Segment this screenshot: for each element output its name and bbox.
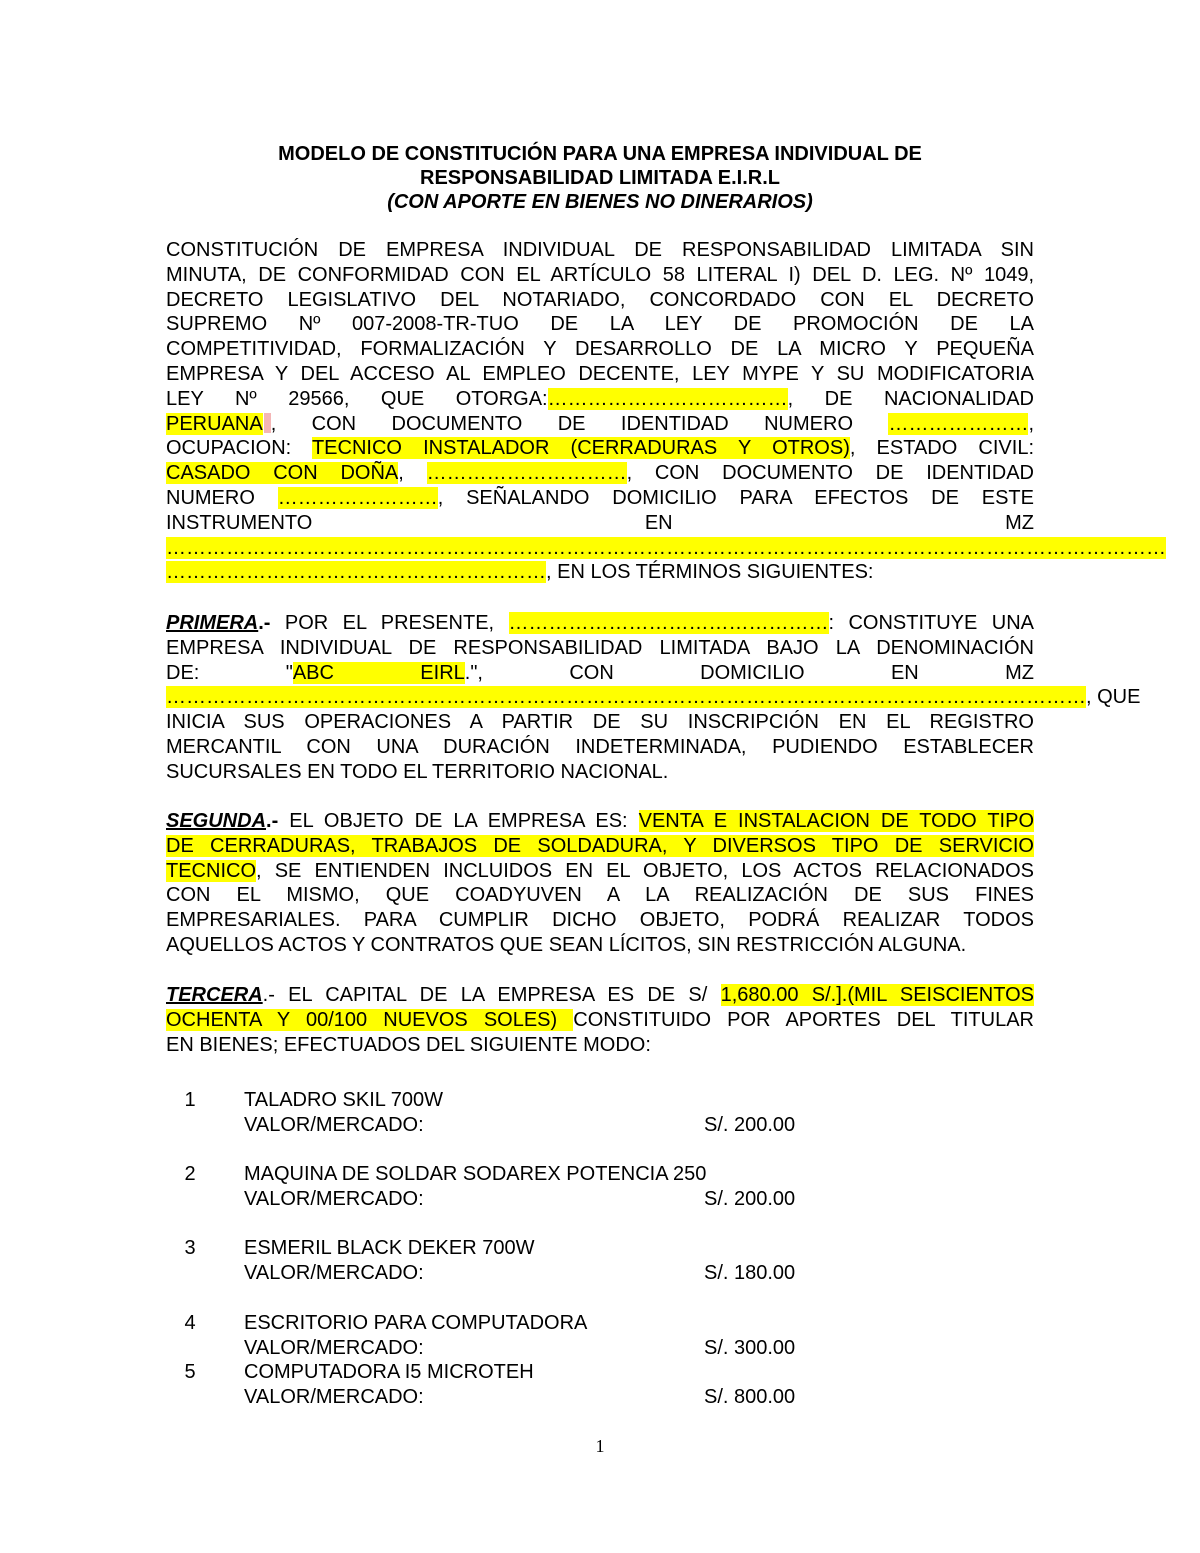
business-object-highlight: TECNICO [166,859,256,882]
text-segment: EL OBJETO DE LA EMPRESA ES: [278,810,639,832]
civil-status-highlight: CASADO CON DOÑA [166,462,399,485]
asset-item [166,1162,866,1212]
text-segment: NUMERO [166,486,278,509]
text-segment: , CON DOCUMENTO DE IDENTIDAD NUMERO [270,412,889,435]
asset-number: 3 [184,1237,196,1259]
text-segment: EL CAPITAL DE LA EMPRESA ES DE S/ [274,984,721,1006]
business-object-highlight: VENTA E INSTALACION DE TODO TIPO [638,810,1035,832]
asset-item [166,1360,866,1410]
text-segment: , [398,462,427,485]
blank-company-address: ………………………………………………………………………………………………………………………… [166,686,1086,709]
intro-line: SUPREMO Nº 007-2008-TR-TUO DE LA LEY DE PROMOCIÓN DE LA [166,313,1034,336]
text-segment: POR EL PRESENTE, [270,612,509,634]
intro-line [166,486,1034,511]
blank-owner-name: ………………………………………… [508,612,829,634]
blank-spouse-id: …………………… [277,486,438,509]
text-segment: , ESTADO CIVIL: [849,437,1035,460]
clause-line: CON EL MISMO, QUE COADYUVEN A LA REALIZACIÓN DE SUS FINES [166,884,1034,907]
intro-line: DECRETO LEGISLATIVO DEL NOTARIADO, CONCORDADO CON EL DECRETO [166,288,1034,311]
clause-line [166,685,1141,710]
text-segment: , SE ENTIENDEN INCLUIDOS EN EL OBJETO, LOS ACTOS RELACIONADOS [256,859,1034,882]
clause-line: EMPRESARIALES. PARA CUMPLIR DICHO OBJETO, PODRÁ REALIZAR TODOS [166,909,1034,932]
asset-value-label: VALOR/MERCADO: [244,1336,424,1359]
clause-line [166,1008,1034,1033]
clause-line: SUCURSALES EN TODO EL TERRITORIO NACIONAL. [166,760,669,783]
asset-value-label: VALOR/MERCADO: [244,1113,424,1136]
blank-grantor-name: ……………………………… [547,387,788,410]
clause-heading: PRIMERA [166,612,259,634]
title-line-1: MODELO DE CONSTITUCIÓN PARA UNA EMPRESA INDIVIDUAL DE [278,143,922,165]
document-title [166,142,1034,214]
clause-line [166,859,1034,884]
clause-line [166,611,1034,636]
text-segment: CONSTITUIDO POR APORTES DEL TITULAR [573,1008,1034,1031]
text-segment: .- [262,984,275,1006]
nationality-highlight: PERUANA [166,412,263,435]
asset-value: S/. 200.00 [704,1113,796,1136]
asset-number: 4 [184,1312,196,1334]
asset-name: MAQUINA DE SOLDAR SODAREX POTENCIA 250 [244,1163,707,1185]
occupation-highlight: TECNICO INSTALADOR (CERRADURAS Y OTROS) [311,437,850,460]
clause-line [166,661,1034,686]
text-segment: , QUE [1086,686,1141,709]
clause-line: INICIA SUS OPERACIONES A PARTIR DE SU INSCRIPCIÓN EN EL REGISTRO [166,711,1034,734]
asset-value-label: VALOR/MERCADO: [244,1261,424,1284]
intro-line [166,560,1034,585]
intro-line [166,387,1034,412]
text-segment: , SEÑALANDO DOMICILIO PARA EFECTOS DE ESTE [437,486,1034,509]
asset-value: S/. 200.00 [704,1187,796,1210]
clause-heading: TERCERA [166,984,263,1006]
text-segment: , DE NACIONALIDAD [787,387,1034,410]
text-segment: .", CON DOMICILIO EN MZ [464,661,1034,684]
company-name-highlight: ABC EIRL [292,661,465,684]
capital-amount-highlight: 1,680.00 S/.].(MIL SEISCIENTOS [720,984,1034,1006]
text-segment: DE: " [166,661,293,684]
text-segment: , CON DOCUMENTO DE IDENTIDAD [626,462,1034,485]
title-subtitle: (CON APORTE EN BIENES NO DINERARIOS) [387,191,813,213]
page-number: 1 [595,1436,605,1456]
asset-name: ESMERIL BLACK DEKER 700W [244,1237,535,1259]
clause-line [166,983,1034,1008]
intro-line [166,436,1034,461]
clause-primera [166,611,1141,785]
text-segment: .- [258,612,271,634]
text-segment: , [1028,412,1034,435]
intro-line: MINUTA, DE CONFORMIDAD CON EL ARTÍCULO 58 LITERAL I) DEL D. LEG. Nº 1049, [166,263,1034,286]
text-segment: OCUPACION: [166,437,312,460]
comment-marker [264,413,271,433]
intro-line: COMPETITIVIDAD, FORMALIZACIÓN Y DESARROLLO DE LA MICRO Y PEQUEÑA [166,338,1034,361]
clause-heading: SEGUNDA [166,810,267,832]
asset-value: S/. 180.00 [704,1261,796,1284]
text-segment: : CONSTITUYE UNA [828,612,1034,634]
clause-line: MERCANTIL CON UNA DURACIÓN INDETERMINADA, PUDIENDO ESTABLECER [166,735,1034,758]
clause-line: EMPRESA INDIVIDUAL DE RESPONSABILIDAD LIMITADA BAJO LA DENOMINACIÓN [166,636,1034,659]
asset-number: 2 [184,1163,196,1185]
capital-amount-highlight: OCHENTA Y 00/100 NUEVOS SOLES) [166,1008,574,1031]
blank-id-number: ………………… [888,412,1029,435]
intro-line: CONSTITUCIÓN DE EMPRESA INDIVIDUAL DE RESPONSABILIDAD LIMITADA SIN [166,239,1034,261]
intro-line [166,461,1034,486]
blank-spouse-name: ………………………… [426,462,627,485]
clause-line: AQUELLOS ACTOS Y CONTRATOS QUE SEAN LÍCITOS, SIN RESTRICCIÓN ALGUNA. [166,933,967,956]
asset-number: 1 [184,1089,196,1111]
title-line-2: RESPONSABILIDAD LIMITADA E.I.R.L [420,167,780,189]
asset-value-label: VALOR/MERCADO: [244,1385,424,1408]
intro-line [166,412,1034,437]
clause-line [166,809,1034,834]
asset-item [166,1311,866,1361]
asset-value-label: VALOR/MERCADO: [244,1187,424,1210]
business-object-highlight: DE CERRADURAS, TRABAJOS DE SOLDADURA, Y DIVERSOS TIPO DE SERVICIO [166,834,1034,857]
blank-address: …………………………………………………………………………………………………………………………………… [166,536,1166,559]
asset-name: COMPUTADORA I5 MICROTEH [244,1361,534,1383]
asset-number: 5 [184,1361,196,1383]
clause-segunda [166,809,1034,958]
intro-paragraph [166,238,1166,585]
asset-item [166,1236,866,1286]
asset-value: S/. 800.00 [704,1385,796,1408]
clause-tercera [166,983,1034,1057]
text-segment: .- [266,810,279,832]
text-segment: LEY Nº 29566, QUE OTORGA: [166,387,548,410]
clause-line: EN BIENES; EFECTUADOS DEL SIGUIENTE MODO: [166,1033,651,1056]
asset-item [166,1088,866,1138]
asset-name: ESCRITORIO PARA COMPUTADORA [244,1312,588,1334]
clause-line [166,834,1034,859]
intro-line [166,536,1166,561]
asset-value: S/. 300.00 [704,1336,796,1359]
text-segment: , EN LOS TÉRMINOS SIGUIENTES: [546,561,874,584]
intro-line: INSTRUMENTO EN MZ [166,511,1034,534]
intro-line: EMPRESA Y DEL ACCESO AL EMPLEO DECENTE, LEY MYPE Y SU MODIFICATORIA [166,362,1034,385]
asset-name: TALADRO SKIL 700W [244,1089,443,1111]
blank-address-cont: ………………………………………………… [166,561,546,584]
